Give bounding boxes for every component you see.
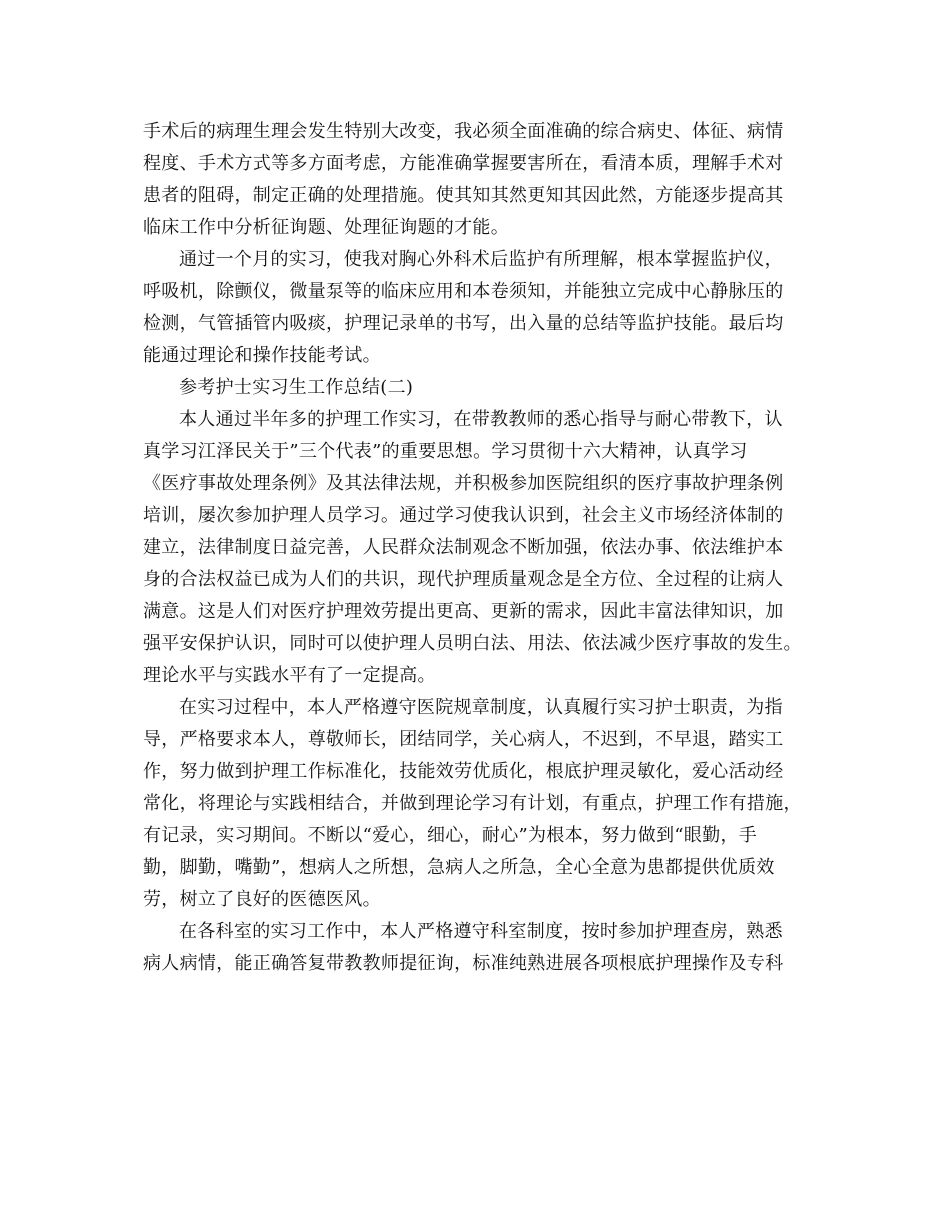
text-line: 《医疗事故处理条例》及其法律法规，并积极参加医院组织的医疗事故护理条例 <box>143 473 784 494</box>
text-line: 勤，脚勤，嘴勤”，想病人之所想，急病人之所急，全心全意为患都提供优质效 <box>143 857 775 878</box>
text-line: 培训，屡次参加护理人员学习。通过学习使我认识到，社会主义市场经济体制的 <box>143 505 784 526</box>
paragraph <box>143 244 813 372</box>
paragraph <box>143 116 813 244</box>
paragraph <box>143 372 813 404</box>
text-line: 在各科室的实习工作中，本人严格遵守科室制度，按时参加护理查房，熟悉 <box>179 921 783 942</box>
text-line: 患者的阻碍，制定正确的处理措施。使其知其然更知其因此然，方能逐步提高其 <box>143 185 784 206</box>
text-line: 临床工作中分析征询题、处理征询题的才能。 <box>143 217 509 238</box>
text-line: 身的合法权益已成为人们的共识，现代护理质量观念是全方位、全过程的让病人 <box>143 569 784 590</box>
text-line: 理论水平与实践水平有了一定提高。 <box>143 665 436 686</box>
text-line: 本人通过半年多的护理工作实习，在带教教师的悉心指导与耐心带教下，认 <box>179 409 783 430</box>
text-line: 病人病情，能正确答复带教教师提征询，标准纯熟进展各项根底护理操作及专科 <box>143 953 784 974</box>
text-line: 满意。这是人们对医疗护理效劳提出更高、更新的需求，因此丰富法律知识，加 <box>143 601 784 622</box>
text-line: 参考护士实习生工作总结(二) <box>179 377 414 398</box>
text-line: 导，严格要求本人，尊敬师长，团结同学，关心病人，不迟到，不早退，踏实工 <box>143 729 784 750</box>
text-line: 检测，气管插管内吸痰，护理记录单的书写，出入量的总结等监护技能。最后均 <box>143 313 784 334</box>
text-line: 真学习江泽民关于”三个代表”的重要思想。学习贯彻十六大精神，认真学习 <box>143 441 748 462</box>
document-body <box>143 116 813 980</box>
text-line: 程度、手术方式等多方面考虑，方能准确掌握要害所在，看清本质，理解手术对 <box>143 153 784 174</box>
text-line: 作，努力做到护理工作标准化，技能效劳优质化，根底护理灵敏化，爱心活动经 <box>143 761 784 782</box>
paragraph <box>143 692 813 916</box>
text-line: 劳，树立了良好的医德医风。 <box>143 889 381 910</box>
text-line: 常化，将理论与实践相结合，并做到理论学习有计划，有重点，护理工作有措施， <box>143 793 802 814</box>
text-line: 建立，法律制度日益完善，人民群众法制观念不断加强，依法办事、依法维护本 <box>143 537 784 558</box>
text-line: 手术后的病理生理会发生特别大改变，我必须全面准确的综合病史、体征、病情 <box>143 121 784 142</box>
text-line: 呼吸机，除颤仪，微量泵等的临床应用和本卷须知，并能独立完成中心静脉压的 <box>143 281 784 302</box>
paragraph <box>143 404 813 692</box>
text-line: 有记录，实习期间。不断以“爱心，细心，耐心”为根本，努力做到“眼勤，手 <box>143 825 758 846</box>
text-line: 在实习过程中，本人严格遵守医院规章制度，认真履行实习护士职责，为指 <box>179 697 783 718</box>
paragraph <box>143 916 813 980</box>
text-line: 能通过理论和操作技能考试。 <box>143 345 381 366</box>
text-line: 强平安保护认识，同时可以使护理人员明白法、用法、依法减少医疗事故的发生。 <box>143 633 802 654</box>
text-line: 通过一个月的实习，使我对胸心外科术后监护有所理解，根本掌握监护仪， <box>179 249 783 270</box>
